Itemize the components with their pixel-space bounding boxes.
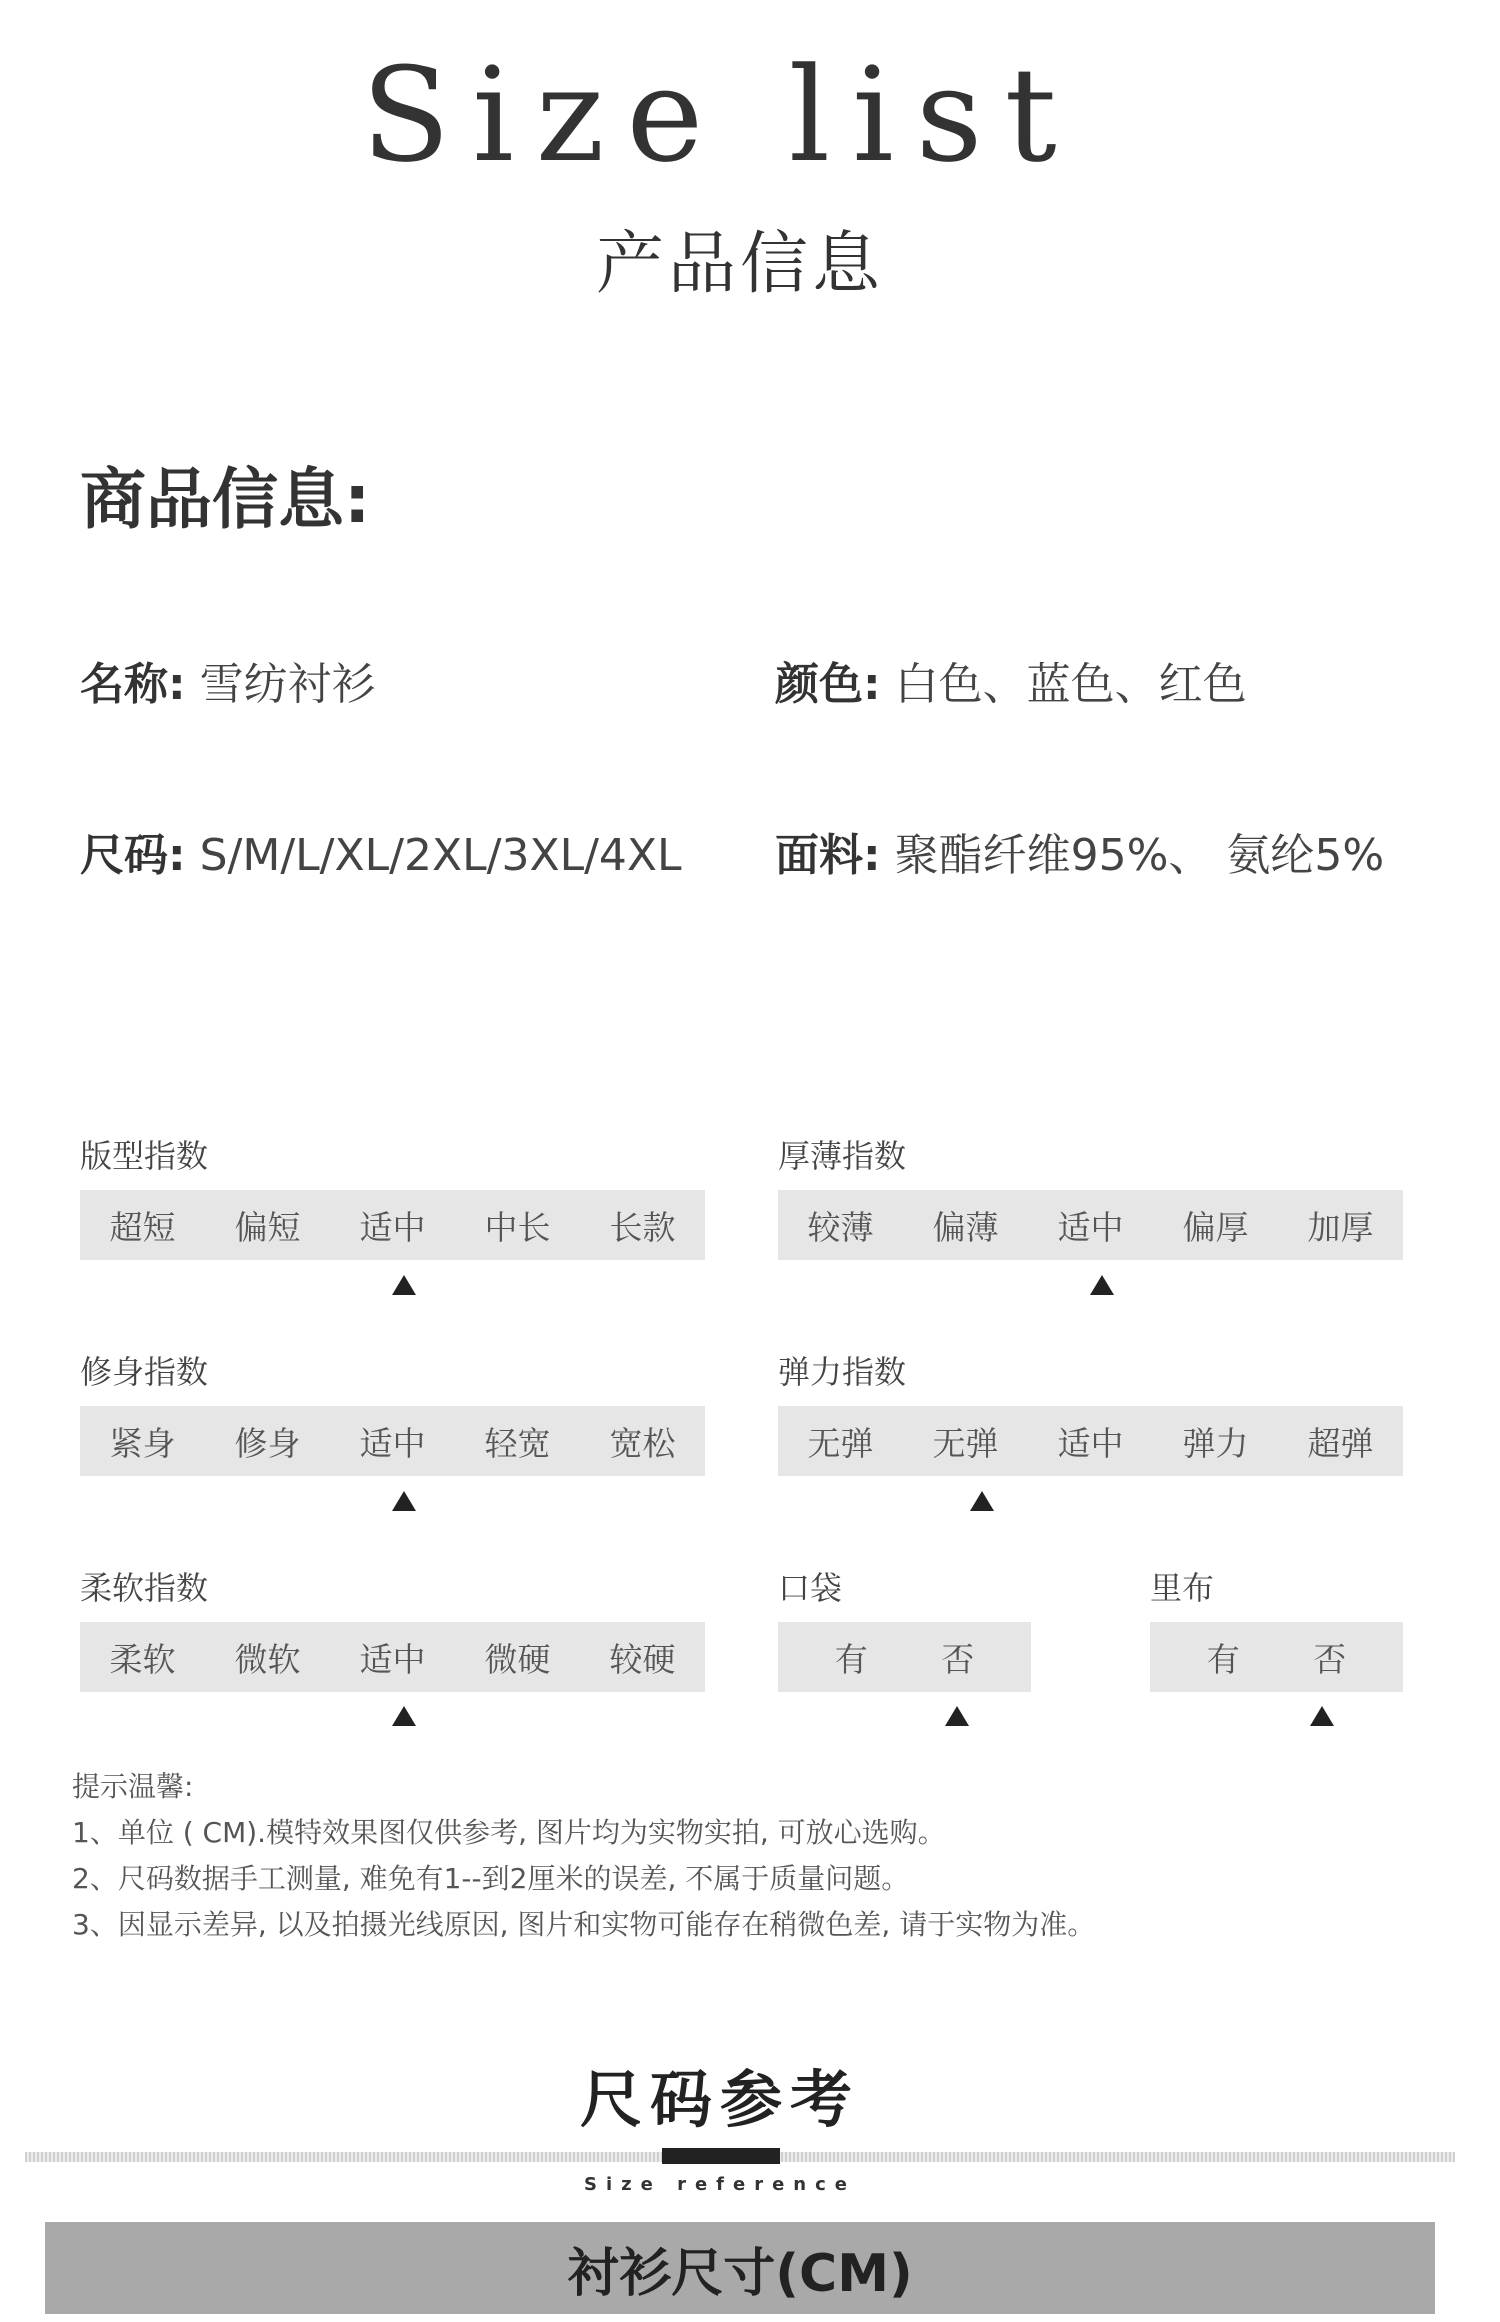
size-reference-title: 尺码参考 xyxy=(579,2063,860,2136)
elasticity-index-label: 弹力指数 xyxy=(778,1353,907,1391)
fit-option: 长款 xyxy=(609,1207,676,1247)
elasticity-option: 适中 xyxy=(1057,1423,1124,1463)
slim-indicator-icon xyxy=(392,1491,416,1511)
softness-indicator-icon xyxy=(392,1706,416,1726)
fit-option: 中长 xyxy=(484,1207,551,1247)
slim-option: 适中 xyxy=(359,1423,426,1463)
name-value: 雪纺衬衫 xyxy=(199,659,376,710)
elasticity-option: 无弹 xyxy=(807,1423,874,1463)
fabric-value: 聚酯纤维95%、 氨纶5% xyxy=(894,830,1385,881)
softness-option: 微硬 xyxy=(484,1639,551,1679)
title-en: Size list xyxy=(361,39,1079,191)
thickness-option: 较薄 xyxy=(807,1207,874,1247)
thickness-index-bar xyxy=(778,1190,1403,1260)
size-value: S/M/L/XL/2XL/3XL/4XL xyxy=(199,830,682,881)
color-label: 颜色: xyxy=(775,659,881,710)
pocket-label: 口袋 xyxy=(778,1569,843,1607)
thickness-option: 偏薄 xyxy=(932,1207,999,1247)
softness-option: 较硬 xyxy=(609,1639,676,1679)
tips-line: 1、单位 ( CM).模特效果图仅供参考, 图片均为实物实拍, 可放心选购。 xyxy=(72,1816,946,1849)
color-row xyxy=(775,655,1247,715)
thickness-index-label: 厚薄指数 xyxy=(778,1137,907,1175)
tips xyxy=(72,1764,1095,1948)
fit-index-bar xyxy=(80,1190,705,1260)
size-reference-divider-accent xyxy=(662,2148,780,2164)
softness-option: 微软 xyxy=(234,1639,301,1679)
lining-option: 有 xyxy=(1206,1639,1240,1679)
fit-option: 偏短 xyxy=(234,1207,301,1247)
name-label: 名称: xyxy=(80,659,186,710)
size-table-header xyxy=(45,2222,1435,2314)
softness-index-bar xyxy=(80,1622,705,1692)
slim-option: 修身 xyxy=(234,1423,301,1463)
tips-line: 2、尺码数据手工测量, 难免有1--到2厘米的误差, 不属于质量问题。 xyxy=(72,1862,910,1895)
softness-index-label: 柔软指数 xyxy=(80,1569,209,1607)
title-cn: 产品信息 xyxy=(595,225,884,304)
elasticity-index-bar xyxy=(778,1406,1403,1476)
size-table-title: 衬衫尺寸(CM) xyxy=(567,2243,913,2304)
lining-bar xyxy=(1150,1622,1403,1692)
lining-label: 里布 xyxy=(1150,1569,1215,1607)
slim-index-bar xyxy=(80,1406,705,1476)
size-label: 尺码: xyxy=(80,830,186,881)
fit-option: 超短 xyxy=(109,1207,176,1247)
slim-option: 紧身 xyxy=(109,1423,176,1463)
pocket-option: 否 xyxy=(941,1639,975,1679)
fit-index-label: 版型指数 xyxy=(80,1137,209,1175)
slim-option: 轻宽 xyxy=(484,1423,551,1463)
size-reference-subtitle: Size reference xyxy=(584,2174,856,2195)
fabric-row xyxy=(775,826,1384,886)
color-value: 白色、蓝色、红色 xyxy=(894,659,1247,710)
fit-indicator-icon xyxy=(392,1275,416,1295)
elasticity-option: 无弹 xyxy=(932,1423,999,1463)
thickness-indicator-icon xyxy=(1090,1275,1114,1295)
thickness-option: 适中 xyxy=(1057,1207,1124,1247)
pocket-option: 有 xyxy=(834,1639,868,1679)
tips-line: 3、因显示差异, 以及拍摄光线原因, 图片和实物可能存在稍微色差, 请于实物为准。 xyxy=(72,1908,1096,1941)
lining-option: 否 xyxy=(1313,1639,1347,1679)
name-row xyxy=(80,655,376,715)
slim-index-label: 修身指数 xyxy=(80,1353,209,1391)
thickness-option: 加厚 xyxy=(1307,1207,1374,1247)
elasticity-indicator-icon xyxy=(970,1491,994,1511)
tips-title: 提示温馨: xyxy=(72,1770,194,1803)
thickness-option: 偏厚 xyxy=(1182,1207,1249,1247)
size-row xyxy=(80,826,682,886)
product-info-heading: 商品信息: xyxy=(80,461,371,538)
softness-option: 适中 xyxy=(359,1639,426,1679)
lining-indicator-icon xyxy=(1310,1706,1334,1726)
slim-option: 宽松 xyxy=(609,1423,676,1463)
elasticity-option: 超弹 xyxy=(1307,1423,1374,1463)
fit-option: 适中 xyxy=(359,1207,426,1247)
elasticity-option: 弹力 xyxy=(1182,1423,1249,1463)
pocket-indicator-icon xyxy=(945,1706,969,1726)
fabric-label: 面料: xyxy=(775,830,881,881)
pocket-bar xyxy=(778,1622,1031,1692)
softness-option: 柔软 xyxy=(109,1639,176,1679)
